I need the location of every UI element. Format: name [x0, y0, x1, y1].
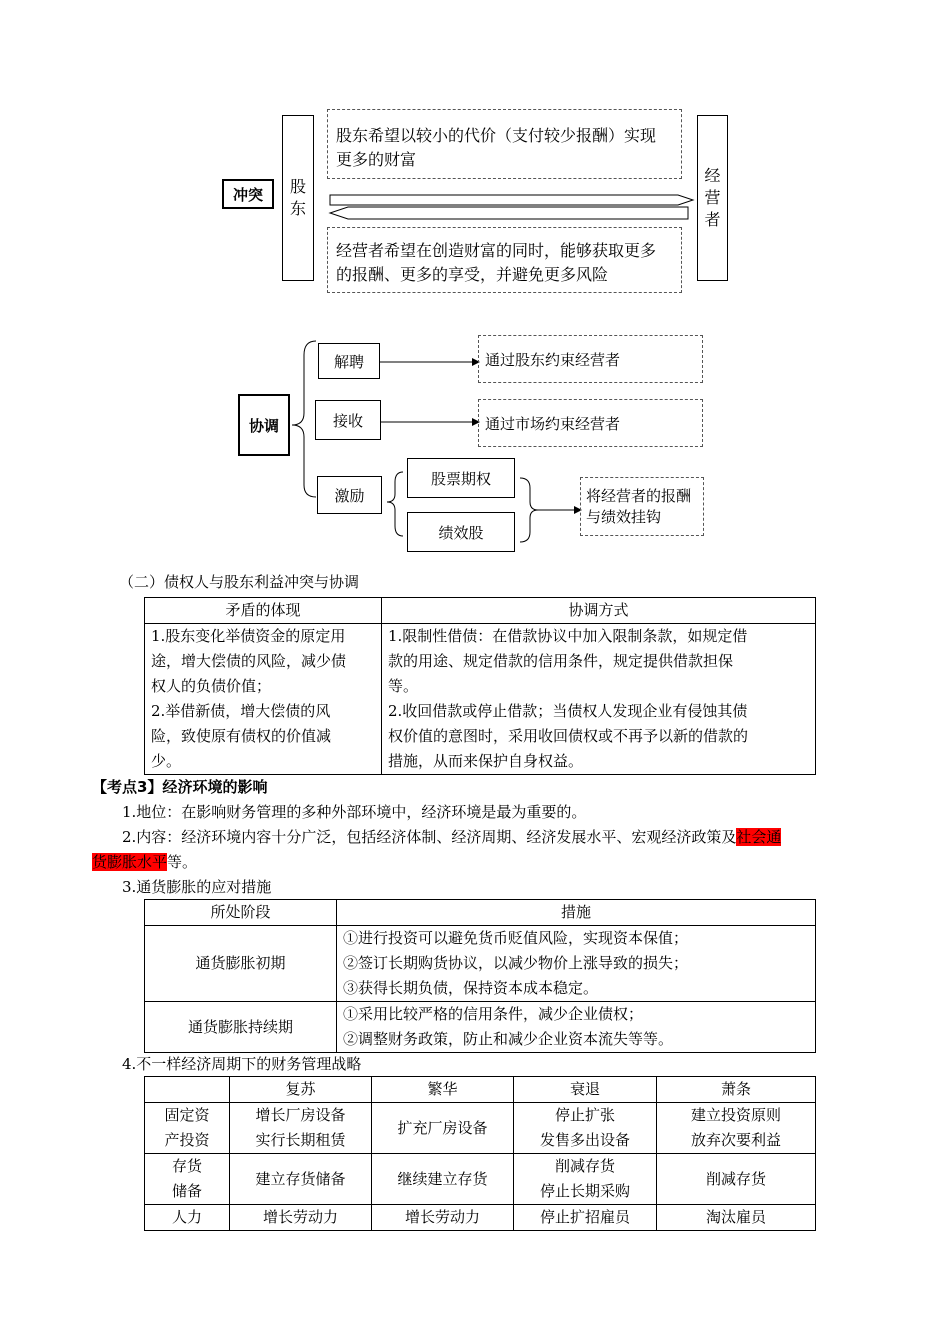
table-cell: 停止扩招雇员 [514, 1205, 657, 1231]
kaodian3-p1: 1.地位：在影响财务管理的多种外部环境中，经济环境是最为重要的。 [122, 803, 587, 821]
takeover-box: 接收 [315, 400, 381, 440]
takeover-result-box: 通过市场约束经营者 [478, 399, 703, 447]
manager-box: 经 营 者 [697, 115, 728, 281]
kaodian3-p2-cont: 货膨胀水平等。 [92, 853, 198, 871]
creditor-table-header-conflict: 矛盾的体现 [145, 598, 382, 624]
incentive-result-box: 将经营者的报酬 与绩效挂钩 [580, 477, 704, 536]
inflation-measures-early: ①进行投资可以避免货币贬值风险，实现资本保值； ②签订长期购货协议，以减少物价上涨导致的损失； ③获得长期负债，保持资本成本稳定。 [337, 926, 816, 1002]
cycle-header-recession: 衰退 [514, 1077, 657, 1103]
table-cell: 削减存货 [657, 1154, 816, 1205]
coordinate-label: 协调 [238, 394, 290, 456]
section2-title: （二）债权人与股东利益冲突与协调 [119, 573, 360, 591]
cycle-row-inventory: 存货 储备 [145, 1154, 230, 1205]
stock-option-box: 股票期权 [407, 458, 515, 498]
cycle-header-depression: 萧条 [657, 1077, 816, 1103]
table-cell: 削减存货 停止长期采购 [514, 1154, 657, 1205]
creditor-table-coordination-cell: 1.限制性借债：在借款协议中加入限制条款，如规定借 款的用途、规定借款的信用条件，规定提供借款担保 等。 2.收回借款或停止借款；当债权人发现企业有侵蚀其债 权价值的意图时，采用收回债权或不再予以新的借款的 措施，从而来保护自身权益。 [382, 624, 816, 775]
cycle-row-labor: 人力 [145, 1205, 230, 1231]
cycle-header-empty [145, 1077, 230, 1103]
result-brace [514, 470, 584, 550]
creditor-table-header-coordination: 协调方式 [382, 598, 816, 624]
table-cell: 停止扩张 发售多出设备 [514, 1103, 657, 1154]
table-cell: 建立投资原则 放弃次要利益 [657, 1103, 816, 1154]
inflation-measures-continuing: ①采用比较严格的信用条件，减少企业债权； ②调整财务政策，防止和减少企业资本流失等等。 [337, 1002, 816, 1053]
kaodian3-p2: 2.内容：经济环境内容十分广泛，包括经济体制、经济周期、经济发展水平、宏观经济政策及社会通 [122, 828, 782, 846]
conflict-arrows [318, 185, 698, 225]
highlight-text: 社会通 [736, 828, 782, 846]
performance-share-box: 绩效股 [407, 512, 515, 552]
manager-wish-box: 经营者希望在创造财富的同时，能够获取更多 的报酬、更多的享受，并避免更多风险 [327, 227, 682, 293]
coordinate-arrows [380, 350, 480, 440]
table-cell: 增长劳动力 [372, 1205, 514, 1231]
table-cell: 增长劳动力 [230, 1205, 372, 1231]
table-cell: 扩充厂房设备 [372, 1103, 514, 1154]
table-cell: 淘汰雇员 [657, 1205, 816, 1231]
cycle-table [144, 1076, 816, 1231]
inflation-header-stage: 所处阶段 [145, 900, 337, 926]
cycle-header-boom: 繁华 [372, 1077, 514, 1103]
cycle-header-recovery: 复苏 [230, 1077, 372, 1103]
dismiss-box: 解聘 [318, 343, 380, 379]
kaodian3-p3: 3.通货膨胀的应对措施 [122, 878, 272, 896]
kaodian3-p4: 4.不一样经济周期下的财务管理战略 [122, 1055, 362, 1073]
creditor-table-conflict-cell: 1.股东变化举债资金的原定用 途，增大偿债的风险，减少债 权人的负债价值； 2.举借新债，增大偿债的风 险，致使原有债权的价值减 少。 [145, 624, 382, 775]
incentive-box: 激励 [317, 476, 382, 514]
highlight-text-2: 货膨胀水平 [92, 853, 168, 871]
dismiss-result-box: 通过股东约束经营者 [478, 335, 703, 383]
incentive-brace [383, 462, 409, 550]
table-cell: 继续建立存货 [372, 1154, 514, 1205]
inflation-table [144, 899, 816, 1053]
conflict-label: 冲突 [222, 179, 274, 209]
table-cell: 增长厂房设备 实行长期租赁 [230, 1103, 372, 1154]
creditor-table [144, 597, 816, 775]
table-cell: 建立存货储备 [230, 1154, 372, 1205]
inflation-stage-early: 通货膨胀初期 [145, 926, 337, 1002]
cycle-row-fixed-assets: 固定资 产投资 [145, 1103, 230, 1154]
inflation-stage-continuing: 通货膨胀持续期 [145, 1002, 337, 1053]
shareholder-wish-box: 股东希望以较小的代价（支付较少报酬）实现 更多的财富 [327, 109, 682, 179]
shareholder-box: 股 东 [282, 115, 314, 281]
kaodian3-title: 【考点3】经济环境的影响 [92, 778, 268, 796]
inflation-header-measure: 措施 [337, 900, 816, 926]
